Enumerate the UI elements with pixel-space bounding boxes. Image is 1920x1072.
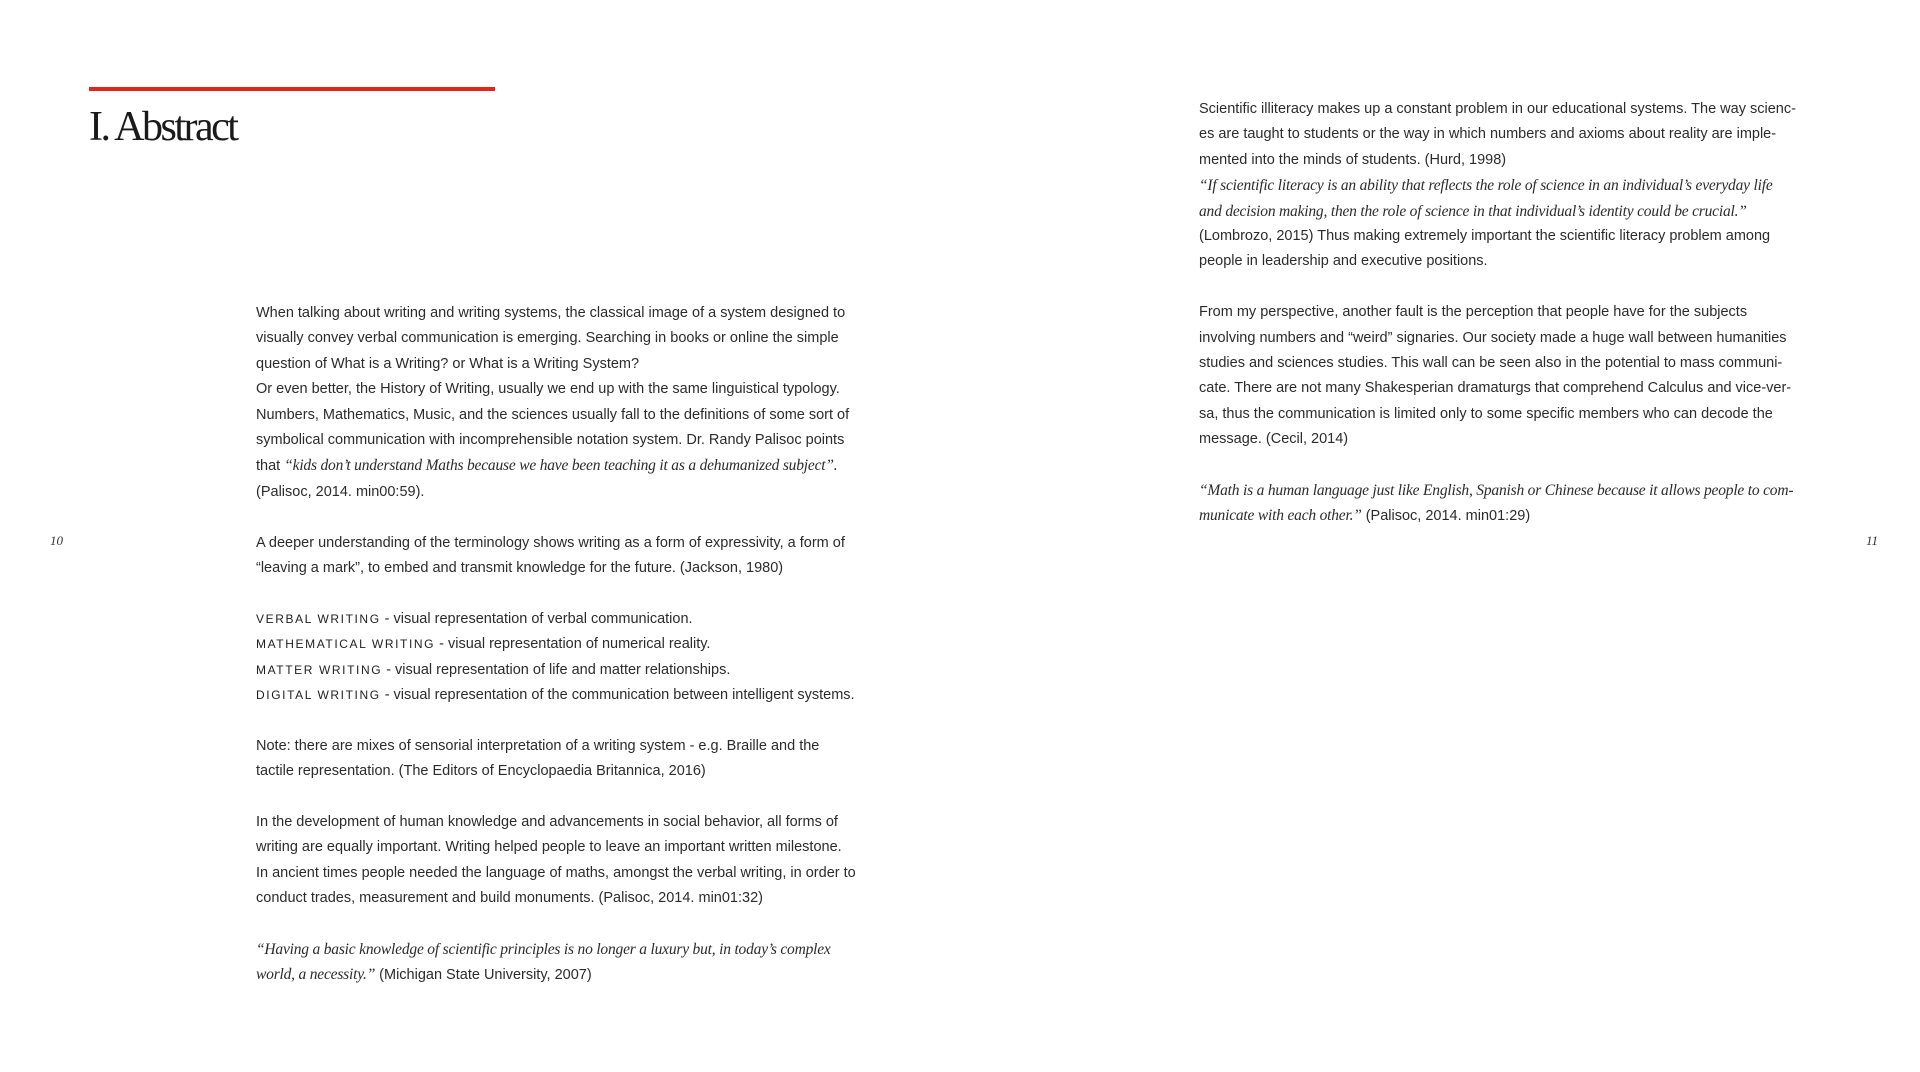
body-line: A deeper understanding of the terminology shows writing as a form of expressivity, a form of	[256, 534, 845, 551]
definition-text: - visual representation of numerical reality.	[435, 636, 711, 653]
definition-term: DIGITAL WRITING	[256, 688, 381, 703]
definition-term: VERBAL WRITING	[256, 611, 381, 626]
left-page-body	[256, 301, 906, 989]
definition-term: MATHEMATICAL WRITING	[256, 637, 436, 652]
body-line: message. (Cecil, 2014)	[1199, 431, 1349, 448]
body-line: studies and sciences studies. This wall can be seen also in the potential to mass communi-	[1199, 355, 1783, 372]
definition-term: MATTER WRITING	[256, 662, 383, 677]
paragraph-gap	[256, 912, 906, 937]
body-line: Numbers, Mathematics, Music, and the sciences usually fall to the definitions of some sort of	[256, 406, 850, 423]
pull-quote-line	[256, 962, 906, 988]
paragraph-gap	[1199, 453, 1851, 478]
body-line: Scientific illiteracy makes up a constant problem in our educational systems. The way scienc-	[1199, 101, 1796, 117]
body-line: “leaving a mark”, to embed and transmit knowledge for the future. (Jackson, 1980)	[256, 560, 784, 577]
citation: (Palisoc, 2014. min01:29)	[1361, 508, 1531, 525]
body-line: From my perspective, another fault is the perception that people have for the subjects	[1199, 304, 1748, 321]
paragraph-gap	[256, 708, 906, 733]
section-heading: I. Abstract	[89, 104, 237, 150]
body-line: Note: there are mixes of sensorial interpretation of a writing system - e.g. Braille and the	[256, 737, 820, 754]
body-line: symbolical communication with incomprehensible notation system. Dr. Randy Palisoc points	[256, 432, 845, 449]
body-line: visually convey verbal communication is emerging. Searching in books or online the simple	[256, 330, 839, 347]
body-line: sa, thus the communication is limited only to some specific members who can decode the	[1199, 405, 1773, 422]
pull-quote-line: “If scientific literacy is an ability that reflects the role of science in an individual’s everyday life	[1199, 177, 1773, 195]
inline-quote: “kids don’t understand Maths because we have been teaching it as a dehumanized subject”.	[284, 457, 838, 475]
page-number-right: 11	[1866, 533, 1879, 548]
page-number-left: 10	[50, 533, 63, 548]
pull-quote-line: and decision making, then the role of science in that individual’s identity could be crucial.”	[1199, 202, 1747, 220]
paragraph-gap	[256, 581, 906, 606]
body-line: conduct trades, measurement and build monuments. (Palisoc, 2014. min01:32)	[256, 890, 763, 907]
body-line: people in leadership and executive positions.	[1199, 253, 1488, 270]
citation: (Michigan State University, 2007)	[375, 967, 592, 984]
body-line: (Lombrozo, 2015) Thus making extremely important the scientific literacy problem among	[1199, 228, 1771, 245]
paragraph-gap	[256, 785, 906, 810]
definition-line	[256, 658, 906, 683]
paragraph-gap	[256, 505, 906, 530]
red-accent-rule	[89, 87, 495, 91]
body-line: Or even better, the History of Writing, usually we end up with the same linguistical typology.	[256, 381, 840, 398]
body-line: In ancient times people needed the language of maths, amongst the verbal writing, in order to	[256, 864, 856, 881]
pull-quote-line: “Math is a human language just like English, Spanish or Chinese because it allows people to com-	[1199, 482, 1794, 500]
definition-text: - visual representation of life and matter relationships.	[382, 661, 731, 678]
pull-quote-line	[1199, 503, 1851, 529]
body-text: that	[256, 458, 285, 475]
definition-line	[256, 607, 906, 632]
definition-line	[256, 632, 906, 657]
pull-quote-line: “Having a basic knowledge of scientific principles is no longer a luxury but, in today’s complex	[256, 941, 831, 959]
body-line: When talking about writing and writing systems, the classical image of a system designed to	[256, 305, 846, 321]
body-line: involving numbers and “weird” signaries. Our society made a huge wall between humanities	[1199, 329, 1787, 346]
definition-text: - visual representation of verbal communication.	[380, 610, 693, 627]
body-line: writing are equally important. Writing helped people to leave an important written milestone.	[256, 839, 842, 856]
body-line: cate. There are not many Shakesperian dramaturgs that comprehend Calculus and vice-ver-	[1199, 380, 1792, 397]
body-line: (Palisoc, 2014. min00:59).	[256, 483, 425, 500]
body-line: question of What is a Writing? or What is a Writing System?	[256, 355, 640, 372]
right-page-body	[1199, 97, 1851, 530]
body-line: In the development of human knowledge and advancements in social behavior, all forms of	[256, 814, 838, 831]
body-line: mented into the minds of students. (Hurd, 1998)	[1199, 151, 1507, 168]
definition-line	[256, 683, 906, 708]
body-line: es are taught to students or the way in which numbers and axioms about reality are imple-	[1199, 126, 1777, 143]
pull-quote-text: world, a necessity.”	[256, 966, 376, 984]
body-line	[256, 453, 906, 479]
paragraph-gap	[1199, 275, 1851, 300]
body-line: tactile representation. (The Editors of Encyclopaedia Britannica, 2016)	[256, 763, 706, 780]
definition-text: - visual representation of the communication between intelligent systems.	[380, 687, 855, 704]
pull-quote-text: municate with each other.”	[1199, 507, 1362, 525]
